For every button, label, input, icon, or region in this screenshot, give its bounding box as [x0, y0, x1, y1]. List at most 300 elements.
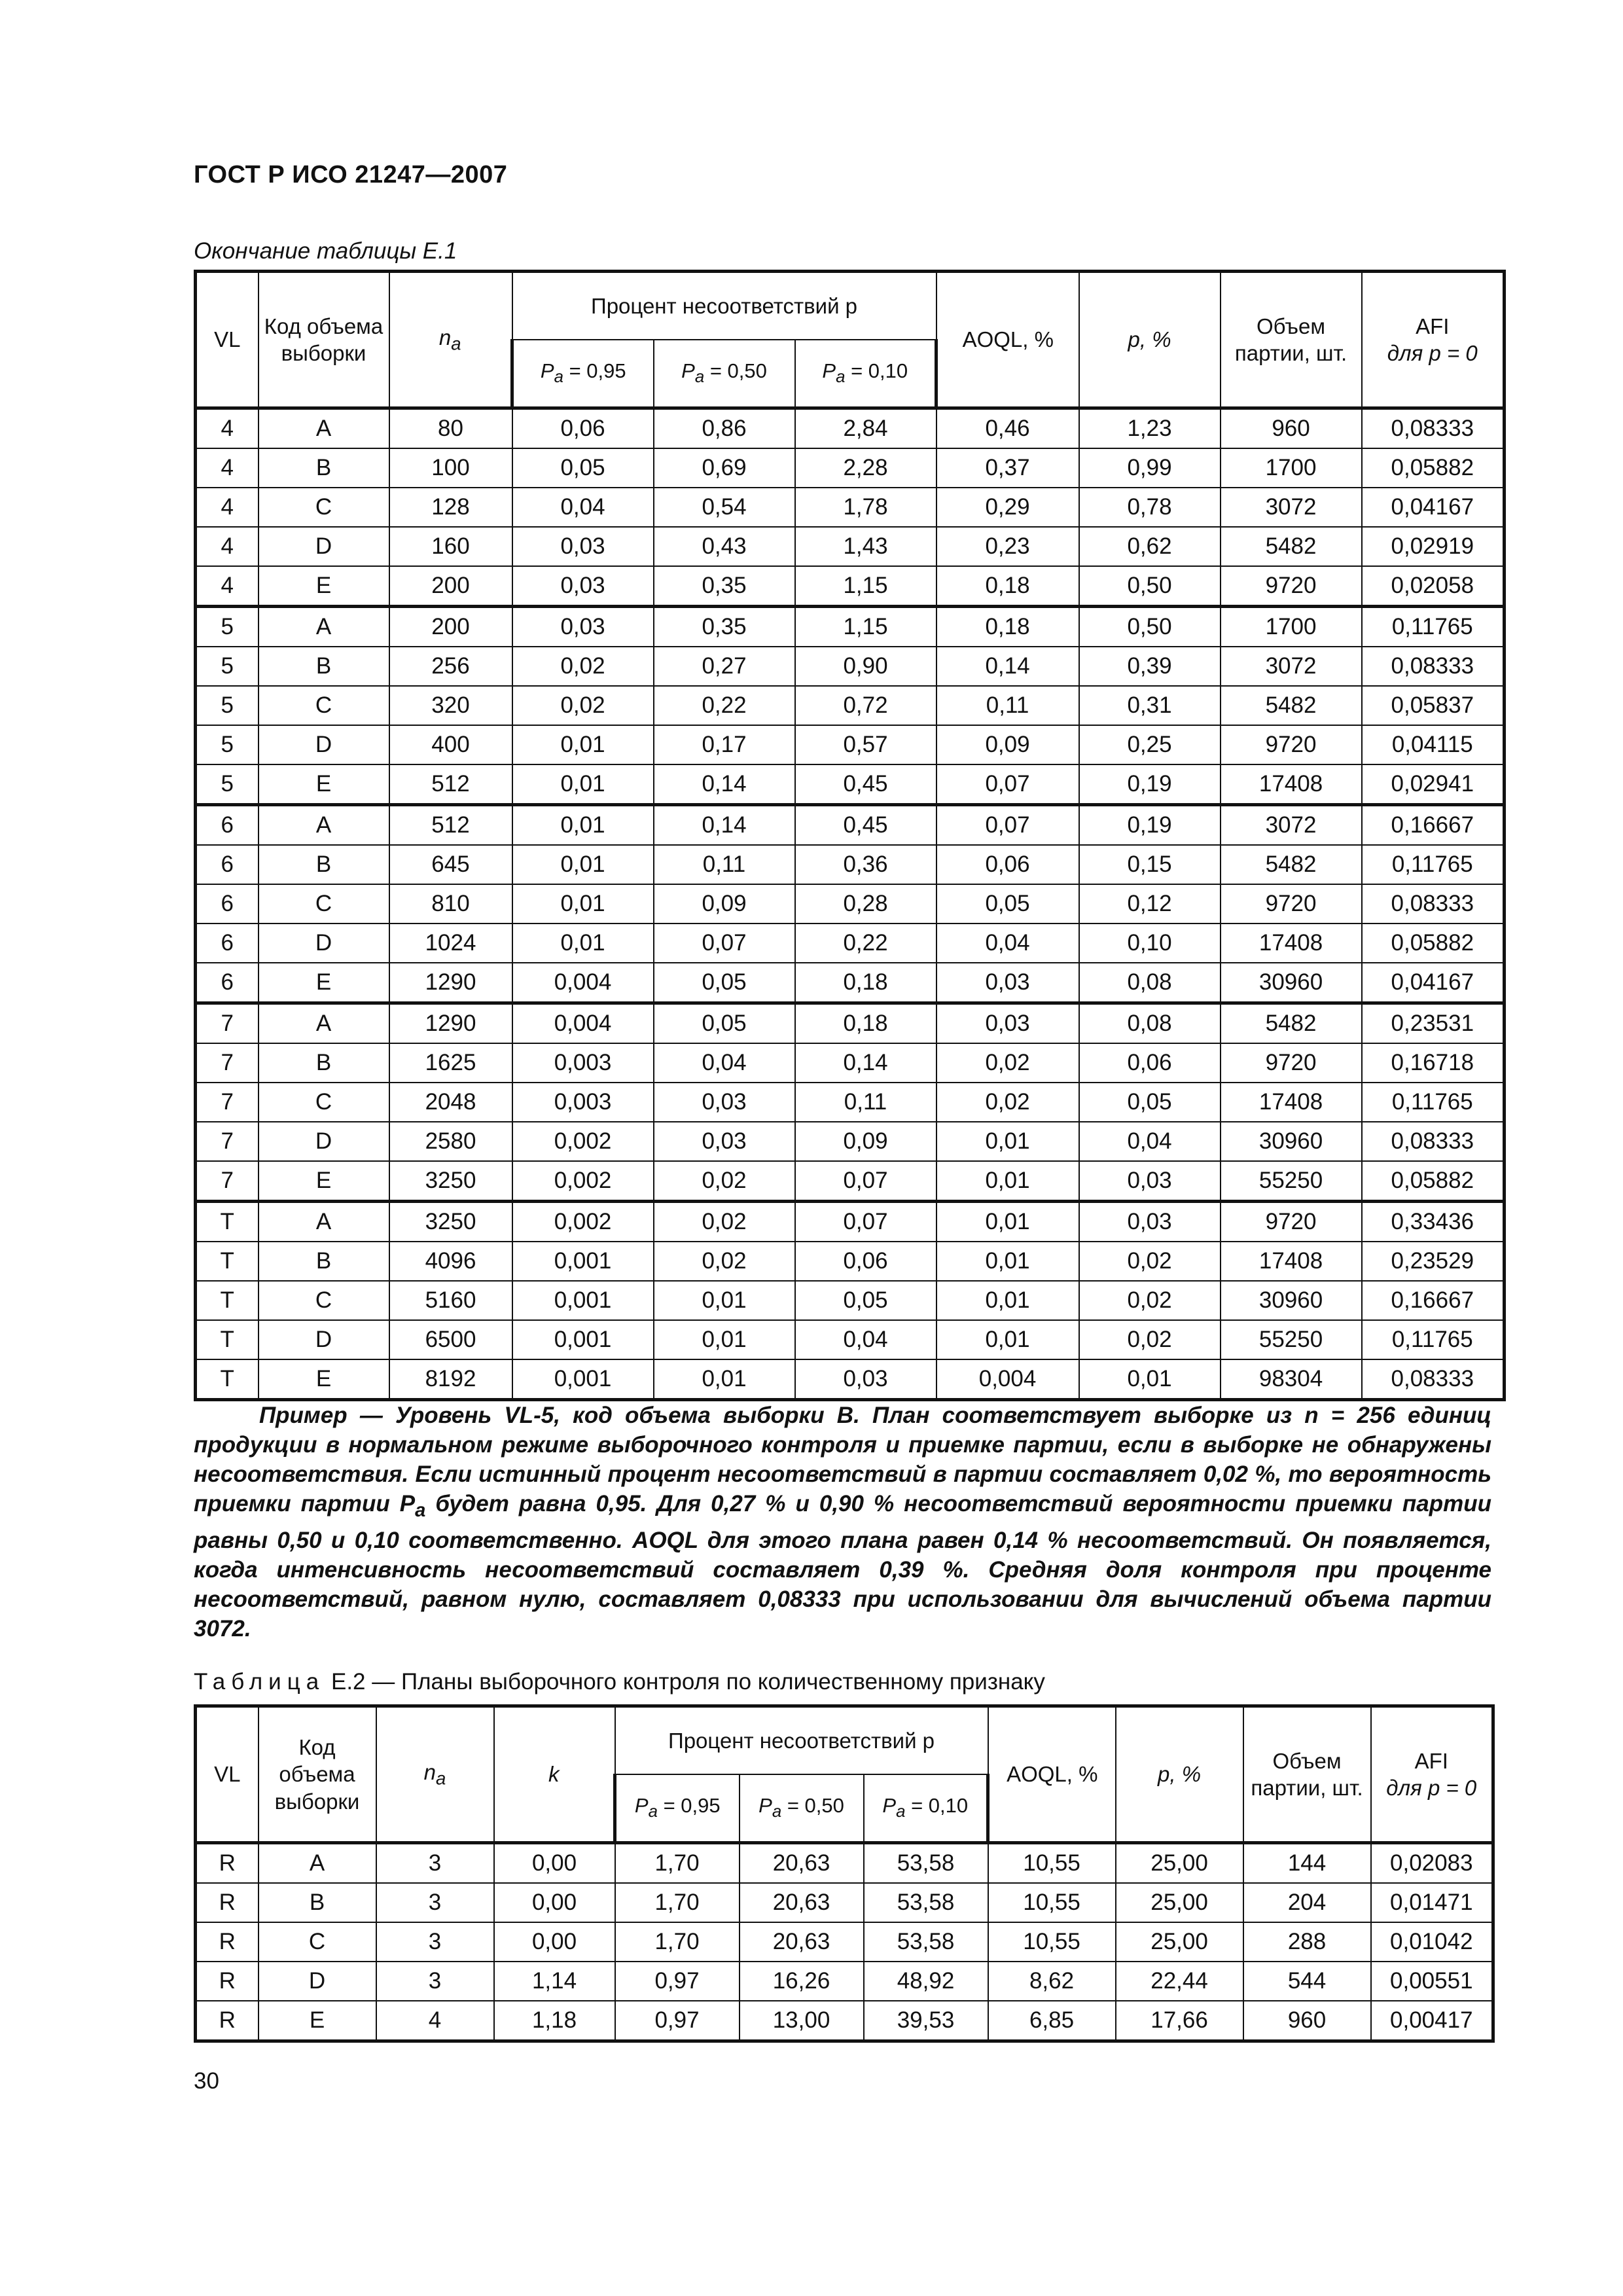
cell-pa010: 0,14 [795, 1043, 936, 1083]
cell-vl: R [196, 1922, 259, 1962]
table-row [196, 884, 1505, 924]
cell-n: 4 [376, 2001, 494, 2041]
cell-pa010: 0,09 [795, 1122, 936, 1161]
cell-aoql: 10,55 [988, 1843, 1116, 1884]
cell-code: D [259, 1122, 389, 1161]
example-paragraph: Пример — Уровень VL-5, код объема выборки B. План соответствует выборке из n = 256 единиц продукции в нормальном режиме выборочного контроля и приемке партии, если в выборке не обнаружены несоответствия. Если истинный процент несоответствий в партии составляет 0,02 %, то вероятность приемки партии $P_a$ будет равна 0,95. Для 0,27 % и 0,90 % несоответствий вероятности приемки партии равны 0,50 и 0,10 соответственно. AOQL для этого плана равен 0,14 % несоответствий. Он появляется, когда интенсивность несоответствий составляет 0,39 %. Средняя доля контроля при проценте несоответствий, равном нулю, составляет 0,08333 при использовании для вычислений объема партии 3072. [194, 1403, 1491, 1641]
cell-n: 1290 [389, 963, 512, 1003]
col-header-p: p, % [1079, 272, 1221, 408]
col-header-p: p, % [1116, 1706, 1243, 1843]
cell-aoql: 0,18 [936, 607, 1079, 647]
cell-code: D [259, 1320, 389, 1359]
cell-pa095: 0,97 [615, 1962, 740, 2001]
cell-pa095: 0,002 [512, 1122, 654, 1161]
cell-n: 512 [389, 764, 512, 805]
cell-lot: 55250 [1221, 1320, 1362, 1359]
table-row [196, 686, 1505, 725]
cell-lot: 9720 [1221, 566, 1362, 607]
cell-pa095: 0,01 [512, 845, 654, 884]
cell-n: 256 [389, 647, 512, 686]
cell-pa010: 0,18 [795, 963, 936, 1003]
cell-lot: 1700 [1221, 448, 1362, 488]
cell-pa010: 48,92 [864, 1962, 988, 2001]
cell-afi: 0,02941 [1362, 764, 1505, 805]
table-row [196, 725, 1505, 764]
cell-p: 1,23 [1079, 408, 1221, 449]
cell-n: 200 [389, 566, 512, 607]
cell-pa095: 0,002 [512, 1202, 654, 1242]
cell-pa050: 0,86 [654, 408, 795, 449]
cell-lot: 98304 [1221, 1359, 1362, 1400]
cell-afi: 0,08333 [1362, 1122, 1505, 1161]
cell-pa095: 0,01 [512, 805, 654, 846]
cell-n: 512 [389, 805, 512, 846]
cell-pa010: 0,28 [795, 884, 936, 924]
cell-pa050: 0,02 [654, 1242, 795, 1281]
cell-afi: 0,05837 [1362, 686, 1505, 725]
cell-vl: 4 [196, 488, 259, 527]
cell-code: C [259, 884, 389, 924]
cell-p: 0,03 [1079, 1202, 1221, 1242]
cell-pa095: 0,02 [512, 686, 654, 725]
cell-pa010: 0,04 [795, 1320, 936, 1359]
cell-afi: 0,02919 [1362, 527, 1505, 566]
cell-pa095: 0,01 [512, 764, 654, 805]
col-header-pa-095: $P_a = 0,95$ [512, 340, 654, 408]
cell-aoql: 0,05 [936, 884, 1079, 924]
cell-code: C [259, 686, 389, 725]
col-header-pa-095: $P_a = 0,95$ [615, 1774, 740, 1843]
table-row [196, 527, 1505, 566]
col-header-n: $n_a$ [389, 272, 512, 408]
cell-p: 0,12 [1079, 884, 1221, 924]
table-row [196, 1202, 1505, 1242]
cell-pa095: 1,70 [615, 1922, 740, 1962]
cell-code: B [259, 1043, 389, 1083]
cell-n: 645 [389, 845, 512, 884]
cell-p: 0,78 [1079, 488, 1221, 527]
cell-pa010: 0,90 [795, 647, 936, 686]
cell-p: 25,00 [1116, 1843, 1243, 1884]
cell-pa010: 53,58 [864, 1883, 988, 1922]
cell-aoql: 0,04 [936, 924, 1079, 963]
cell-pa095: 0,001 [512, 1320, 654, 1359]
cell-pa095: 0,01 [512, 884, 654, 924]
col-header-vl: VL [196, 1706, 259, 1843]
cell-k: 1,18 [494, 2001, 615, 2041]
cell-pa050: 0,35 [654, 607, 795, 647]
cell-pa095: 0,001 [512, 1242, 654, 1281]
cell-lot: 30960 [1221, 1122, 1362, 1161]
cell-pa095: 0,001 [512, 1281, 654, 1320]
cell-vl: R [196, 1883, 259, 1922]
cell-n: 200 [389, 607, 512, 647]
cell-k: 0,00 [494, 1922, 615, 1962]
cell-vl: 6 [196, 884, 259, 924]
cell-lot: 9720 [1221, 1043, 1362, 1083]
table-row [196, 1281, 1505, 1320]
table-row [196, 647, 1505, 686]
col-header-aoql: AOQL, % [936, 272, 1079, 408]
cell-pa050: 0,09 [654, 884, 795, 924]
cell-n: 160 [389, 527, 512, 566]
table-row [196, 764, 1505, 805]
col-header-n: $n_a$ [376, 1706, 494, 1843]
cell-aoql: 0,004 [936, 1359, 1079, 1400]
cell-afi: 0,05882 [1362, 1161, 1505, 1202]
cell-n: 1290 [389, 1003, 512, 1044]
cell-p: 0,25 [1079, 725, 1221, 764]
table-row [196, 566, 1505, 607]
cell-pa095: 0,03 [512, 527, 654, 566]
cell-code: A [259, 607, 389, 647]
cell-pa010: 53,58 [864, 1843, 988, 1884]
cell-aoql: 0,37 [936, 448, 1079, 488]
cell-lot: 144 [1243, 1843, 1371, 1884]
cell-aoql: 0,03 [936, 963, 1079, 1003]
col-header-code: Код объема выборки [259, 272, 389, 408]
cell-aoql: 0,14 [936, 647, 1079, 686]
cell-vl: T [196, 1202, 259, 1242]
col-header-afi: AFI для p = 0 [1362, 272, 1505, 408]
cell-afi: 0,08333 [1362, 1359, 1505, 1400]
cell-aoql: 0,01 [936, 1281, 1079, 1320]
cell-pa095: 0,05 [512, 448, 654, 488]
table-row [196, 1962, 1493, 2001]
col-header-pa-050: $P_a = 0,50$ [740, 1774, 864, 1843]
cell-aoql: 0,01 [936, 1320, 1079, 1359]
cell-code: E [259, 1359, 389, 1400]
percent-group-label: Процент несоответствий p [590, 293, 858, 318]
cell-p: 0,50 [1079, 607, 1221, 647]
cell-pa095: 0,004 [512, 1003, 654, 1044]
cell-p: 0,05 [1079, 1083, 1221, 1122]
cell-pa095: 0,97 [615, 2001, 740, 2041]
page-number: 30 [194, 2068, 219, 2094]
cell-vl: 4 [196, 566, 259, 607]
cell-afi: 0,11765 [1362, 1083, 1505, 1122]
cell-pa095: 0,003 [512, 1043, 654, 1083]
cell-n: 1024 [389, 924, 512, 963]
cell-pa050: 0,35 [654, 566, 795, 607]
cell-lot: 3072 [1221, 488, 1362, 527]
col-header-aoql: AOQL, % [988, 1706, 1116, 1843]
cell-n: 3250 [389, 1161, 512, 1202]
cell-pa010: 1,15 [795, 607, 936, 647]
cell-aoql: 0,11 [936, 686, 1079, 725]
cell-pa095: 0,002 [512, 1161, 654, 1202]
cell-pa010: 1,78 [795, 488, 936, 527]
cell-p: 0,50 [1079, 566, 1221, 607]
cell-p: 0,19 [1079, 805, 1221, 846]
cell-pa050: 0,03 [654, 1083, 795, 1122]
cell-vl: R [196, 1843, 259, 1884]
cell-lot: 960 [1221, 408, 1362, 449]
cell-p: 0,15 [1079, 845, 1221, 884]
cell-code: B [259, 1242, 389, 1281]
cell-vl: 5 [196, 607, 259, 647]
cell-vl: 7 [196, 1161, 259, 1202]
cell-pa050: 0,04 [654, 1043, 795, 1083]
cell-afi: 0,01471 [1371, 1883, 1493, 1922]
cell-p: 25,00 [1116, 1883, 1243, 1922]
cell-pa095: 0,06 [512, 408, 654, 449]
cell-afi: 0,01042 [1371, 1922, 1493, 1962]
cell-pa095: 1,70 [615, 1883, 740, 1922]
cell-aoql: 0,07 [936, 764, 1079, 805]
cell-pa050: 20,63 [740, 1883, 864, 1922]
col-header-percent-group [512, 272, 936, 340]
cell-vl: 7 [196, 1003, 259, 1044]
cell-n: 2580 [389, 1122, 512, 1161]
cell-k: 0,00 [494, 1883, 615, 1922]
cell-aoql: 0,01 [936, 1161, 1079, 1202]
table-e2-body [196, 1843, 1493, 2041]
cell-aoql: 8,62 [988, 1962, 1116, 2001]
cell-afi: 0,05882 [1362, 924, 1505, 963]
cell-pa010: 0,45 [795, 764, 936, 805]
cell-afi: 0,00551 [1371, 1962, 1493, 2001]
table-row [196, 408, 1505, 449]
cell-code: C [259, 1281, 389, 1320]
cell-afi: 0,04167 [1362, 488, 1505, 527]
col-header-lot: Объем партии, шт. [1243, 1706, 1371, 1843]
cell-code: A [259, 1843, 376, 1884]
cell-n: 810 [389, 884, 512, 924]
cell-n: 3 [376, 1883, 494, 1922]
cell-p: 0,01 [1079, 1359, 1221, 1400]
cell-vl: 5 [196, 725, 259, 764]
cell-n: 2048 [389, 1083, 512, 1122]
cell-code: A [259, 408, 389, 449]
table-row [196, 924, 1505, 963]
cell-pa050: 0,02 [654, 1161, 795, 1202]
cell-n: 3 [376, 1962, 494, 2001]
cell-afi: 0,04115 [1362, 725, 1505, 764]
cell-lot: 960 [1243, 2001, 1371, 2041]
cell-p: 0,19 [1079, 764, 1221, 805]
cell-p: 0,99 [1079, 448, 1221, 488]
cell-p: 22,44 [1116, 1962, 1243, 2001]
cell-n: 8192 [389, 1359, 512, 1400]
cell-code: B [259, 1883, 376, 1922]
cell-pa050: 0,69 [654, 448, 795, 488]
cell-pa050: 0,43 [654, 527, 795, 566]
cell-n: 5160 [389, 1281, 512, 1320]
cell-code: E [259, 566, 389, 607]
cell-afi: 0,05882 [1362, 448, 1505, 488]
cell-pa050: 20,63 [740, 1922, 864, 1962]
cell-afi: 0,04167 [1362, 963, 1505, 1003]
cell-pa050: 13,00 [740, 2001, 864, 2041]
cell-afi: 0,16667 [1362, 805, 1505, 846]
table-row [196, 1922, 1493, 1962]
cell-pa010: 2,84 [795, 408, 936, 449]
cell-pa095: 0,004 [512, 963, 654, 1003]
cell-vl: 4 [196, 527, 259, 566]
cell-n: 80 [389, 408, 512, 449]
cell-pa095: 0,003 [512, 1083, 654, 1122]
cell-lot: 17408 [1221, 764, 1362, 805]
cell-code: D [259, 527, 389, 566]
table-e1 [194, 270, 1506, 1401]
cell-p: 0,06 [1079, 1043, 1221, 1083]
table-row [196, 1122, 1505, 1161]
table-row [196, 1359, 1505, 1400]
cell-p: 0,39 [1079, 647, 1221, 686]
table-row [196, 1242, 1505, 1281]
cell-n: 320 [389, 686, 512, 725]
cell-lot: 1700 [1221, 607, 1362, 647]
cell-code: C [259, 488, 389, 527]
cell-vl: R [196, 1962, 259, 2001]
cell-lot: 288 [1243, 1922, 1371, 1962]
cell-code: B [259, 647, 389, 686]
cell-lot: 30960 [1221, 1281, 1362, 1320]
table-row [196, 1161, 1505, 1202]
cell-code: E [259, 1161, 389, 1202]
cell-pa050: 0,05 [654, 1003, 795, 1044]
cell-code: C [259, 1083, 389, 1122]
cell-pa050: 0,11 [654, 845, 795, 884]
cell-afi: 0,11765 [1362, 607, 1505, 647]
cell-aoql: 0,01 [936, 1242, 1079, 1281]
cell-pa050: 0,22 [654, 686, 795, 725]
cell-aoql: 0,46 [936, 408, 1079, 449]
cell-pa050: 0,27 [654, 647, 795, 686]
cell-pa095: 1,70 [615, 1843, 740, 1884]
cell-pa010: 0,05 [795, 1281, 936, 1320]
cell-pa010: 1,15 [795, 566, 936, 607]
table-e1-continuation-caption: Окончание таблицы Е.1 [194, 238, 457, 264]
cell-aoql: 0,01 [936, 1202, 1079, 1242]
cell-vl: 6 [196, 845, 259, 884]
cell-vl: 6 [196, 805, 259, 846]
cell-pa010: 0,07 [795, 1202, 936, 1242]
cell-lot: 5482 [1221, 1003, 1362, 1044]
cell-vl: 4 [196, 408, 259, 449]
cell-vl: 4 [196, 448, 259, 488]
cell-vl: T [196, 1359, 259, 1400]
table-row [196, 1883, 1493, 1922]
cell-pa010: 0,11 [795, 1083, 936, 1122]
cell-aoql: 6,85 [988, 2001, 1116, 2041]
cell-lot: 9720 [1221, 725, 1362, 764]
document-header: ГОСТ Р ИСО 21247—2007 [194, 161, 508, 188]
cell-lot: 5482 [1221, 686, 1362, 725]
cell-pa095: 0,01 [512, 725, 654, 764]
cell-k: 1,14 [494, 1962, 615, 2001]
cell-vl: 6 [196, 963, 259, 1003]
cell-pa095: 0,02 [512, 647, 654, 686]
cell-vl: T [196, 1281, 259, 1320]
cell-p: 0,02 [1079, 1242, 1221, 1281]
col-header-afi: AFI для p = 0 [1371, 1706, 1493, 1843]
cell-pa010: 1,43 [795, 527, 936, 566]
cell-p: 0,08 [1079, 963, 1221, 1003]
cell-p: 0,03 [1079, 1161, 1221, 1202]
cell-lot: 17408 [1221, 1242, 1362, 1281]
table-row [196, 1083, 1505, 1122]
cell-pa010: 0,18 [795, 1003, 936, 1044]
cell-aoql: 10,55 [988, 1922, 1116, 1962]
cell-p: 0,02 [1079, 1281, 1221, 1320]
table-row [196, 1003, 1505, 1044]
cell-code: A [259, 1202, 389, 1242]
cell-lot: 544 [1243, 1962, 1371, 2001]
cell-pa050: 0,01 [654, 1320, 795, 1359]
cell-vl: 5 [196, 686, 259, 725]
col-header-lot: Объем партии, шт. [1221, 272, 1362, 408]
cell-aoql: 0,02 [936, 1043, 1079, 1083]
cell-p: 17,66 [1116, 2001, 1243, 2041]
cell-lot: 3072 [1221, 647, 1362, 686]
cell-lot: 9720 [1221, 1202, 1362, 1242]
cell-vl: 5 [196, 764, 259, 805]
col-header-vl: VL [196, 272, 259, 408]
cell-vl: 6 [196, 924, 259, 963]
cell-code: B [259, 448, 389, 488]
cell-p: 25,00 [1116, 1922, 1243, 1962]
cell-lot: 5482 [1221, 845, 1362, 884]
cell-pa050: 0,54 [654, 488, 795, 527]
cell-pa010: 0,72 [795, 686, 936, 725]
cell-afi: 0,23531 [1362, 1003, 1505, 1044]
cell-pa050: 0,01 [654, 1281, 795, 1320]
cell-pa050: 0,14 [654, 805, 795, 846]
cell-lot: 3072 [1221, 805, 1362, 846]
table-row [196, 1320, 1505, 1359]
cell-afi: 0,16718 [1362, 1043, 1505, 1083]
table-row [196, 2001, 1493, 2041]
cell-pa095: 0,03 [512, 566, 654, 607]
cell-code: C [259, 1922, 376, 1962]
col-header-pa-050: $P_a = 0,50$ [654, 340, 795, 408]
col-header-code: Код объема выборки [259, 1706, 376, 1843]
cell-aoql: 0,23 [936, 527, 1079, 566]
cell-p: 0,08 [1079, 1003, 1221, 1044]
cell-pa095: 0,01 [512, 924, 654, 963]
cell-k: 0,00 [494, 1843, 615, 1884]
cell-pa050: 0,14 [654, 764, 795, 805]
table-row [196, 805, 1505, 846]
cell-aoql: 0,01 [936, 1122, 1079, 1161]
cell-pa010: 53,58 [864, 1922, 988, 1962]
cell-n: 400 [389, 725, 512, 764]
cell-lot: 17408 [1221, 924, 1362, 963]
cell-n: 1625 [389, 1043, 512, 1083]
cell-pa010: 39,53 [864, 2001, 988, 2041]
cell-pa050: 0,17 [654, 725, 795, 764]
cell-aoql: 10,55 [988, 1883, 1116, 1922]
cell-code: B [259, 845, 389, 884]
cell-vl: T [196, 1320, 259, 1359]
cell-n: 3 [376, 1922, 494, 1962]
table-row [196, 845, 1505, 884]
cell-p: 0,04 [1079, 1122, 1221, 1161]
cell-pa050: 0,07 [654, 924, 795, 963]
cell-code: A [259, 805, 389, 846]
cell-code: E [259, 963, 389, 1003]
cell-pa095: 0,03 [512, 607, 654, 647]
table-row [196, 1043, 1505, 1083]
table-e1-body [196, 408, 1505, 1400]
cell-afi: 0,08333 [1362, 647, 1505, 686]
cell-lot: 17408 [1221, 1083, 1362, 1122]
cell-pa010: 0,07 [795, 1161, 936, 1202]
col-header-pa-010: $P_a = 0,10$ [864, 1774, 988, 1843]
table-row [196, 448, 1505, 488]
